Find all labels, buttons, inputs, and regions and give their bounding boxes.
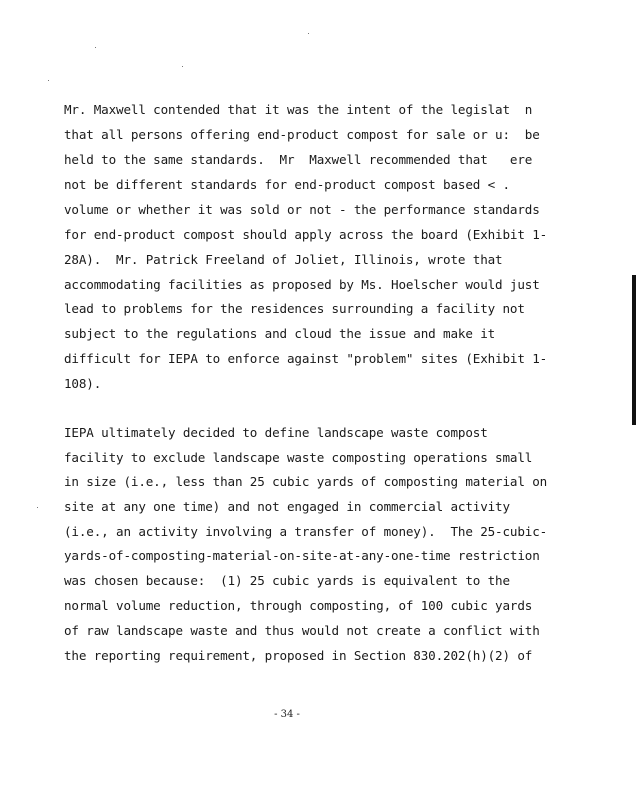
scan-speck <box>95 47 96 48</box>
text-line: normal volume reduction, through composting, of 100 cubic yards <box>64 598 533 613</box>
text-line: 28A). Mr. Patrick Freeland of Joliet, Illinois, wrote that <box>64 252 503 267</box>
text-line: subject to the regulations and cloud the issue and make it <box>64 326 496 341</box>
scan-speck <box>48 80 49 81</box>
scan-speck <box>182 66 183 67</box>
text-line: lead to problems for the residences surrounding a facility not <box>64 301 525 316</box>
text-line: not be different standards for end-product compost based < . <box>64 177 510 192</box>
text-line: volume or whether it was sold or not - the performance standards <box>64 202 540 217</box>
text-line: site at any one time) and not engaged in commercial activity <box>64 499 510 514</box>
text-line: (i.e., an activity involving a transfer of money). The 25-cubic- <box>64 524 548 539</box>
text-line: was chosen because: (1) 25 cubic yards is equivalent to the <box>64 573 510 588</box>
text-line: Mr. Maxwell contended that it was the intent of the legislat n <box>64 102 533 117</box>
scan-speck <box>308 33 309 34</box>
scan-edge-artifact <box>632 275 636 425</box>
text-line: 108). <box>64 376 102 391</box>
text-line: difficult for IEPA to enforce against "problem" sites (Exhibit 1- <box>64 351 548 366</box>
text-line: yards-of-composting-material-on-site-at-any-one-time restriction <box>64 548 540 563</box>
text-line: of raw landscape waste and thus would not create a conflict with <box>64 623 540 638</box>
page-number: - 34 - <box>274 709 300 720</box>
text-line: that all persons offering end-product compost for sale or u: be <box>64 127 540 142</box>
text-line: in size (i.e., less than 25 cubic yards of composting material on <box>64 474 548 489</box>
text-line: held to the same standards. Mr Maxwell recommended that ere <box>64 152 533 167</box>
text-line: IEPA ultimately decided to define landscape waste compost <box>64 425 488 440</box>
text-line: for end-product compost should apply across the board (Exhibit 1- <box>64 227 548 242</box>
text-line: accommodating facilities as proposed by Ms. Hoelscher would just <box>64 277 540 292</box>
text-line: the reporting requirement, proposed in Section 830.202(h)(2) of <box>64 648 533 663</box>
scan-speck <box>37 507 38 508</box>
text-line: facility to exclude landscape waste composting operations small <box>64 450 533 465</box>
